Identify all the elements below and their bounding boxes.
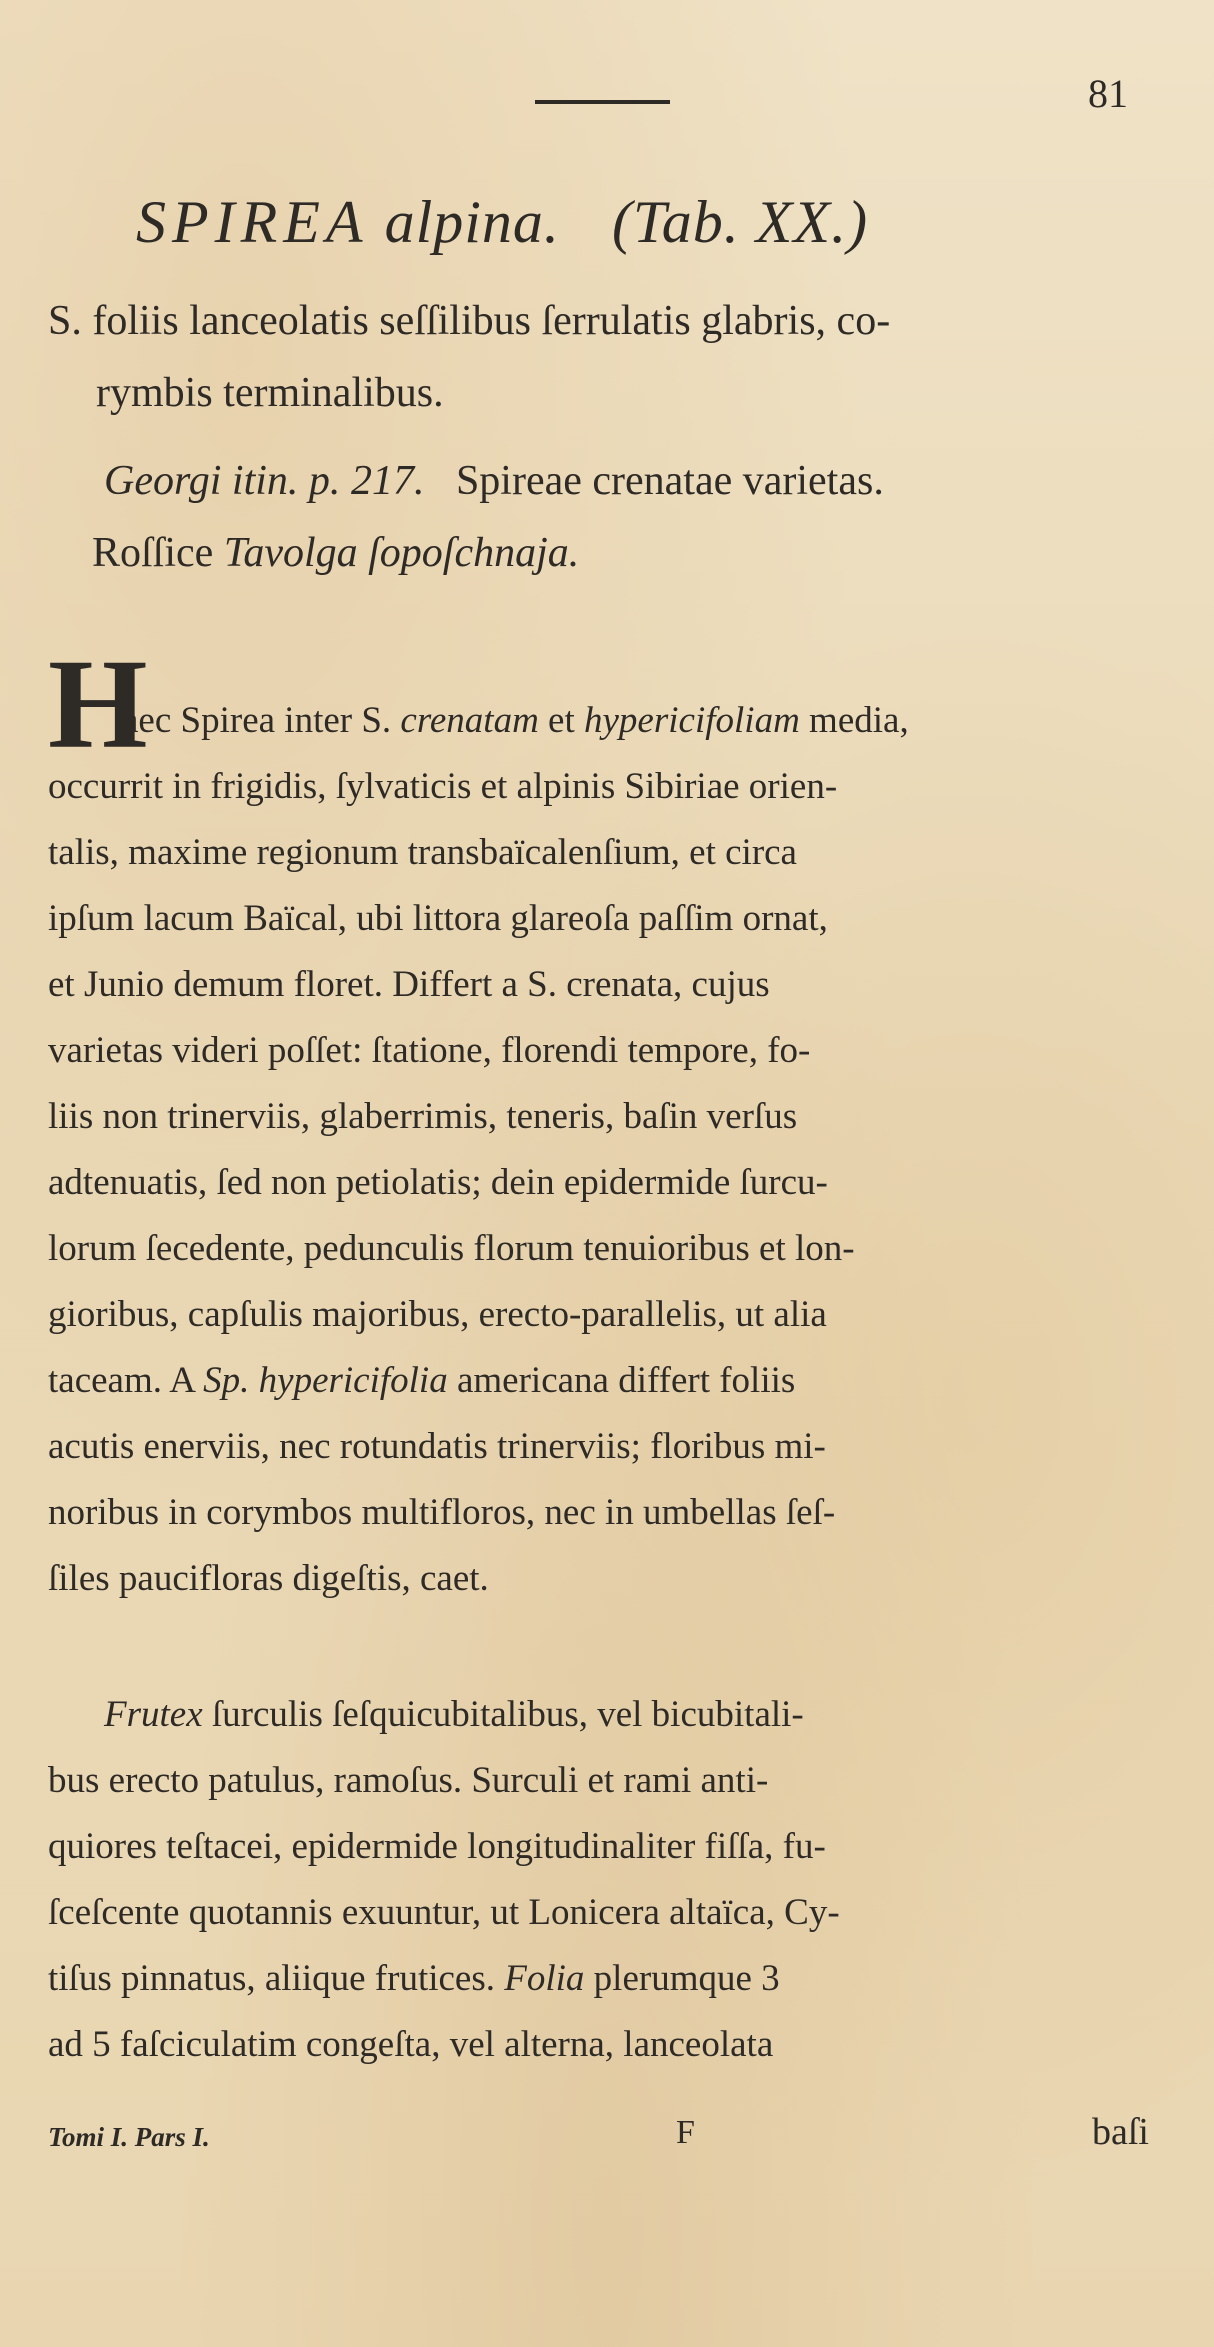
text-segment: aec Spirea inter S. <box>122 700 401 741</box>
text-segment: et <box>538 700 584 741</box>
species-heading <box>136 188 868 257</box>
reference-georgi-author: Georgi itin. p. <box>104 458 341 504</box>
paragraph1-line-9: lorum ſecedente, pedunculis florum tenuioribus et lon- <box>48 1228 855 1269</box>
italic-crenatam: crenatam <box>400 700 539 741</box>
italic-sp-hypericifolia: Sp. hypericifolia <box>203 1360 448 1401</box>
reference-russian-prefix: Roſſice <box>92 530 214 576</box>
paragraph2-line-6: ad 5 faſciculatim congeſta, vel alterna, lanceolata <box>48 2024 774 2065</box>
paragraph1-line-6: varietas videri poſſet: ſtatione, florendi tempore, fo- <box>48 1030 811 1071</box>
italic-folia: Folia <box>504 1958 585 1999</box>
italic-frutex: Frutex <box>104 1694 203 1735</box>
reference-georgi <box>104 460 884 502</box>
signature-mark: F <box>676 2114 695 2151</box>
paragraph2-line-1 <box>104 1696 804 1733</box>
reference-georgi-page: 217. <box>350 458 425 504</box>
heading-plate: (Tab. XX.) <box>611 189 869 255</box>
paragraph1-line-2: occurrit in frigidis, ſylvaticis et alpinis Sibiriae orien- <box>48 766 838 807</box>
paragraph2-line-5 <box>48 1960 780 1997</box>
paragraph1-line-13: noribus in corymbos multifloros, nec in umbellas ſeſ- <box>48 1492 836 1533</box>
paragraph2-line-4: ſceſcente quotannis exuuntur, ut Lonicera altaïca, Cy- <box>48 1892 840 1933</box>
header-rule <box>535 100 670 104</box>
heading-species: alpina. <box>384 189 560 255</box>
text-segment: ſurculis ſeſquicubitalibus, vel bicubitali- <box>202 1694 804 1735</box>
heading-genus: SPIREA <box>136 189 369 255</box>
diagnosis-line-1: S. foliis lanceolatis seſſilibus ſerrulatis glabris, co- <box>48 298 891 344</box>
paragraph1-line-1 <box>122 702 909 739</box>
diagnosis-line-2: rymbis terminalibus. <box>96 370 444 416</box>
text-segment: media, <box>799 700 909 741</box>
paragraph1-line-14: ſiles paucifloras digeſtis, caet. <box>48 1558 489 1599</box>
volume-note: Tomi I. Pars I. <box>48 2122 210 2152</box>
reference-russian <box>92 532 579 574</box>
catchword: baſi <box>1092 2111 1149 2153</box>
paragraph1-line-12: acutis enerviis, nec rotundatis trinerviis; floribus mi- <box>48 1426 826 1467</box>
reference-russian-name: Tavolga ſopoſchnaja. <box>223 530 580 576</box>
text-segment: tiſus pinnatus, aliique frutices. <box>48 1958 505 1999</box>
paragraph1-line-4: ipſum lacum Baïcal, ubi littora glareoſa paſſim ornat, <box>48 898 828 939</box>
text-segment: americana differt foliis <box>447 1360 796 1401</box>
paragraph2-line-2: bus erecto patulus, ramoſus. Surculi et rami anti- <box>48 1760 769 1801</box>
drop-cap: H <box>48 633 148 775</box>
paragraph1-line-7: liis non trinerviis, glaberrimis, teneris, baſin verſus <box>48 1096 798 1137</box>
text-segment: taceam. A <box>48 1360 204 1401</box>
paragraph1-line-3: talis, maxime regionum transbaïcalenſium, et circa <box>48 832 797 873</box>
page-number: 81 <box>1088 71 1128 116</box>
italic-hypericifoliam: hypericifoliam <box>584 700 800 741</box>
paragraph2-line-3: quiores teſtacei, epidermide longitudinaliter fiſſa, fu- <box>48 1826 826 1867</box>
paragraph1-line-5: et Junio demum floret. Differt a S. crenata, cujus <box>48 964 770 1005</box>
reference-georgi-text: Spireae crenatae varietas. <box>455 458 884 504</box>
paragraph1-line-8: adtenuatis, ſed non petiolatis; dein epidermide ſurcu- <box>48 1162 828 1203</box>
paragraph1-line-11 <box>48 1362 795 1399</box>
text-segment: plerumque 3 <box>584 1958 780 1999</box>
paragraph1-line-10: gioribus, capſulis majoribus, erecto-parallelis, ut alia <box>48 1294 827 1335</box>
